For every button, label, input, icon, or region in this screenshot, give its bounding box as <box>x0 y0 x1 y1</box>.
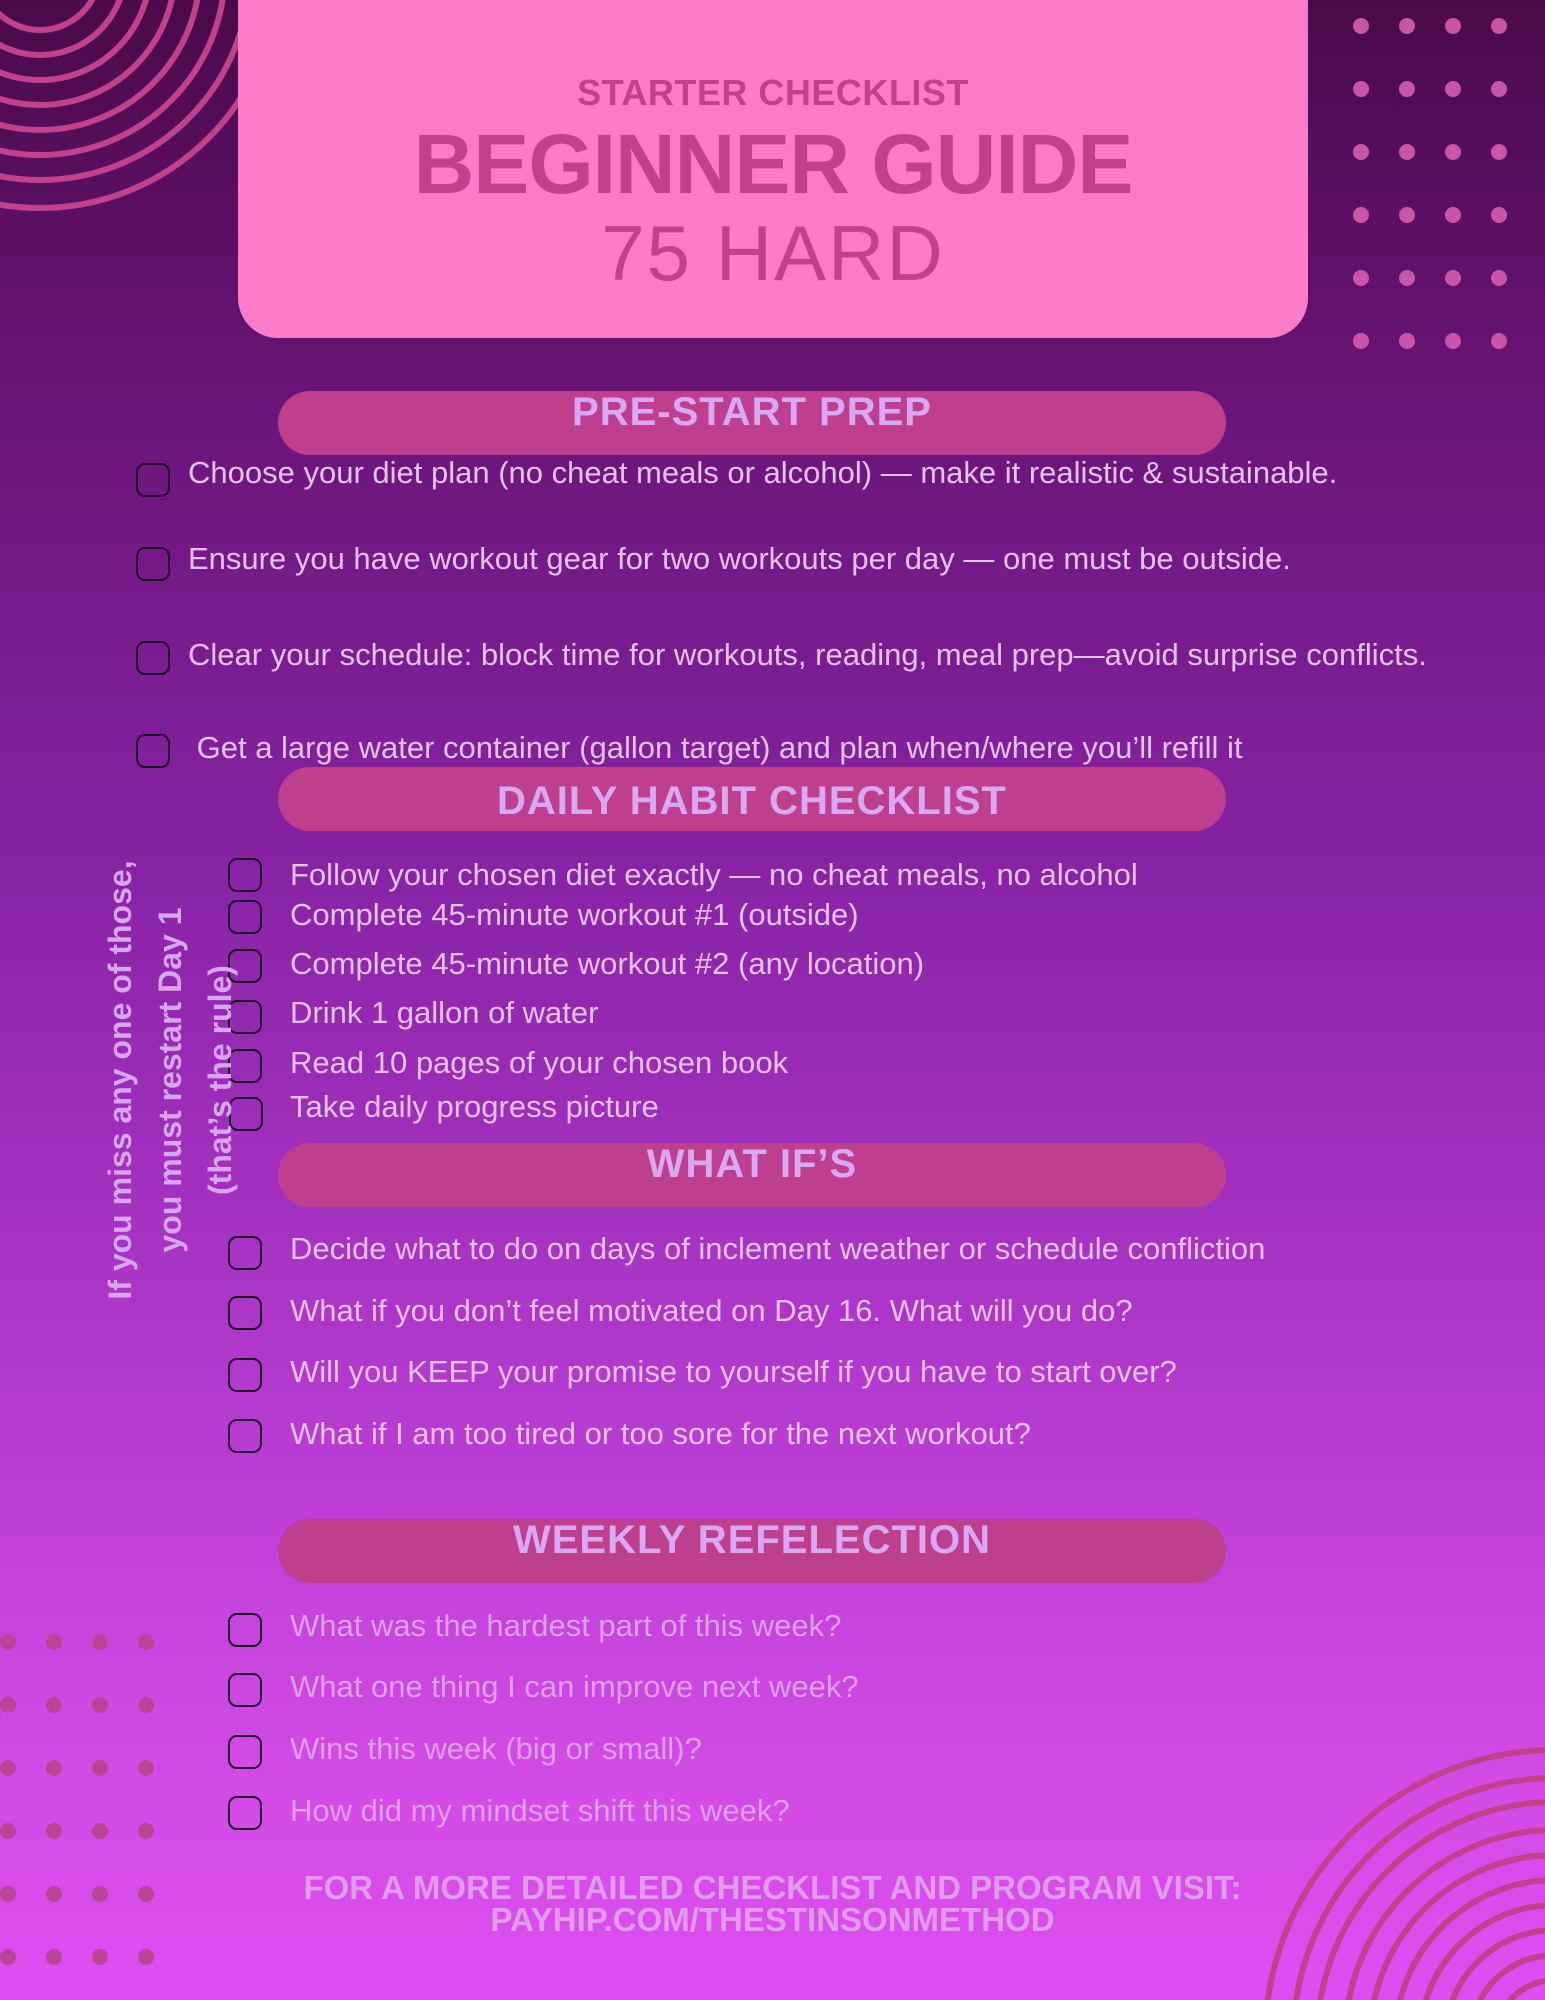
decoration-dot <box>1445 81 1461 97</box>
decoration-dot <box>1399 81 1415 97</box>
decoration-dot <box>92 1697 108 1713</box>
decoration-dot <box>0 1634 16 1650</box>
decoration-dot <box>1353 207 1369 223</box>
decoration-dot <box>46 1634 62 1650</box>
section-title-pre-start: PRE-START PREP <box>572 390 932 434</box>
decoration-dot <box>46 1949 62 1965</box>
list-item: Read 10 pages of your chosen book <box>290 1045 789 1080</box>
header-title: BEGINNER GUIDE <box>413 117 1133 211</box>
decoration-dot <box>1353 81 1369 97</box>
footer <box>0 1869 1545 1938</box>
list-item: Follow your chosen diet exactly — no cheat meals, no alcohol <box>290 857 1138 892</box>
decoration-dot <box>1491 333 1507 349</box>
decoration-dot <box>1445 144 1461 160</box>
list-item: What if I am too tired or too sore for the next workout? <box>290 1416 1031 1451</box>
list-item: Drink 1 gallon of water <box>290 995 599 1030</box>
header-title-secondary: 75 HARD <box>601 209 945 297</box>
decoration-dot <box>1445 333 1461 349</box>
decoration-dot <box>138 1697 154 1713</box>
decoration-dot <box>138 1634 154 1650</box>
side-note-line: (that’s the rule) <box>202 965 238 1195</box>
checkbox[interactable] <box>228 1613 262 1647</box>
decoration-dot <box>138 1949 154 1965</box>
decoration-dot <box>0 1697 16 1713</box>
decoration-dot <box>1491 18 1507 34</box>
list-item: Complete 45-minute workout #2 (any location) <box>290 946 925 981</box>
side-note-restart-rule <box>95 670 245 1490</box>
header-subtitle: STARTER CHECKLIST <box>577 72 969 113</box>
decoration-dot <box>1491 207 1507 223</box>
list-item: Ensure you have workout gear for two workouts per day — one must be outside. <box>188 541 1291 576</box>
decoration-dot <box>46 1697 62 1713</box>
section-title-weekly: WEEKLY REFELECTION <box>512 1518 992 1562</box>
list-item: Clear your schedule: block time for workouts, reading, meal prep—avoid surprise conflicts. <box>188 637 1427 672</box>
side-note-line: If you miss any one of those, <box>102 860 138 1300</box>
decoration-dot <box>1353 333 1369 349</box>
decoration-dot <box>92 1760 108 1776</box>
footer-link[interactable]: PAYHIP.COM/THESTINSONMETHOD <box>490 1901 1055 1938</box>
decoration-dot <box>0 1823 16 1839</box>
decoration-dot <box>138 1760 154 1776</box>
decoration-dot <box>1491 81 1507 97</box>
decoration-dot <box>1353 270 1369 286</box>
decoration-dot <box>0 1949 16 1965</box>
list-item: Complete 45-minute workout #1 (outside) <box>290 897 859 932</box>
decoration-dot <box>92 1823 108 1839</box>
checkbox[interactable] <box>136 547 170 581</box>
list-item: What was the hardest part of this week? <box>290 1608 842 1643</box>
decoration-dot <box>1445 18 1461 34</box>
decoration-dot <box>1399 207 1415 223</box>
decoration-dot <box>1399 333 1415 349</box>
list-item: What if you don’t feel motivated on Day 16. What will you do? <box>290 1293 1133 1328</box>
decoration-dot <box>92 1949 108 1965</box>
list-item: Choose your diet plan (no cheat meals or alcohol) — make it realistic & sustainable. <box>188 455 1338 490</box>
section-title-daily: DAILY HABIT CHECKLIST <box>497 779 1007 823</box>
decoration-dot <box>1491 270 1507 286</box>
checkbox[interactable] <box>136 463 170 497</box>
footer-line: FOR A MORE DETAILED CHECKLIST AND PROGRAM VISIT: <box>303 1869 1242 1906</box>
decoration-dot <box>1399 144 1415 160</box>
list-item: Will you KEEP your promise to yourself if you have to start over? <box>290 1354 1177 1389</box>
list-item: Get a large water container (gallon target) and plan when/where you’ll refill it <box>188 730 1243 765</box>
decoration-dot <box>1491 144 1507 160</box>
checkbox[interactable] <box>228 1673 262 1707</box>
side-note-line: you must restart Day 1 <box>152 907 188 1253</box>
list-item: What one thing I can improve next week? <box>290 1669 859 1704</box>
section-title-what-ifs: WHAT IF’S <box>646 1142 858 1186</box>
list-item: Wins this week (big or small)? <box>290 1731 702 1766</box>
checkbox[interactable] <box>228 1796 262 1830</box>
list-item: How did my mindset shift this week? <box>290 1793 790 1828</box>
decoration-dot <box>138 1823 154 1839</box>
list-item: Decide what to do on days of inclement weather or schedule confliction <box>290 1231 1266 1266</box>
decoration-dot <box>1445 270 1461 286</box>
decoration-dot <box>92 1634 108 1650</box>
checkbox[interactable] <box>228 1735 262 1769</box>
list-item: Take daily progress picture <box>290 1089 659 1124</box>
decoration-dot <box>1399 18 1415 34</box>
decoration-dot <box>1353 144 1369 160</box>
decoration-dot <box>1353 18 1369 34</box>
decoration-dot <box>1399 270 1415 286</box>
decoration-dot <box>1445 207 1461 223</box>
decoration-dot <box>46 1760 62 1776</box>
decoration-dot <box>0 1760 16 1776</box>
decoration-dot <box>46 1823 62 1839</box>
